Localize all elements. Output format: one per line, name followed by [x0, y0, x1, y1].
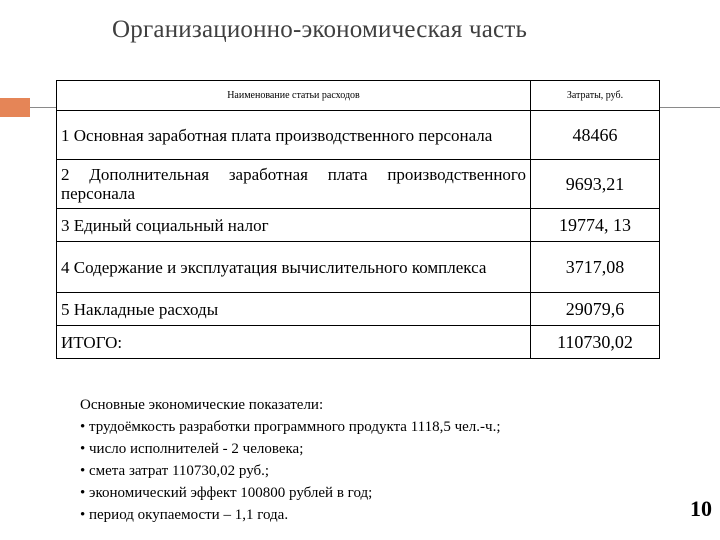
- table-row: [57, 209, 660, 242]
- table-row: [57, 293, 660, 326]
- expense-name: 1 Основная заработная плата производственного персонала: [57, 111, 531, 160]
- cost-table: [56, 80, 660, 359]
- table-row: [57, 242, 660, 293]
- expense-value: 48466: [531, 111, 660, 160]
- economic-indicators: [80, 394, 640, 526]
- indicator-item: • смета затрат 110730,02 руб.;: [80, 463, 270, 479]
- table-total-row: [57, 326, 660, 359]
- slide-title: Организационно-экономическая часть: [112, 16, 528, 43]
- expense-value: 29079,6: [531, 293, 660, 326]
- expense-name: 5 Накладные расходы: [57, 293, 531, 326]
- indicators-heading: Основные экономические показатели:: [80, 397, 324, 413]
- table-header-row: [57, 81, 660, 111]
- indicator-item: • период окупаемости – 1,1 года.: [80, 507, 289, 523]
- expense-value: 3717,08: [531, 242, 660, 293]
- expense-name: 4 Содержание и эксплуатация вычислительного комплекса: [57, 242, 531, 293]
- table-row: [57, 111, 660, 160]
- indicator-item: • число исполнителей - 2 человека;: [80, 441, 304, 457]
- column-header-name: Наименование статьи расходов: [57, 81, 531, 111]
- page-number: 10: [690, 496, 712, 521]
- indicator-item: • экономический эффект 100800 рублей в год;: [80, 485, 373, 501]
- expense-value: 9693,21: [531, 160, 660, 209]
- table-row: [57, 160, 660, 209]
- expense-value: 19774, 13: [531, 209, 660, 242]
- expense-name: 2 Дополнительная заработная плата производственного персонала: [57, 160, 531, 209]
- total-value: 110730,02: [531, 326, 660, 359]
- indicator-item: • трудоёмкость разработки программного продукта 1118,5 чел.-ч.;: [80, 419, 501, 435]
- accent-bar: [0, 98, 30, 117]
- column-header-cost: Затраты, руб.: [531, 81, 660, 111]
- expense-name: 3 Единый социальный налог: [57, 209, 531, 242]
- total-label: ИТОГО:: [57, 326, 531, 359]
